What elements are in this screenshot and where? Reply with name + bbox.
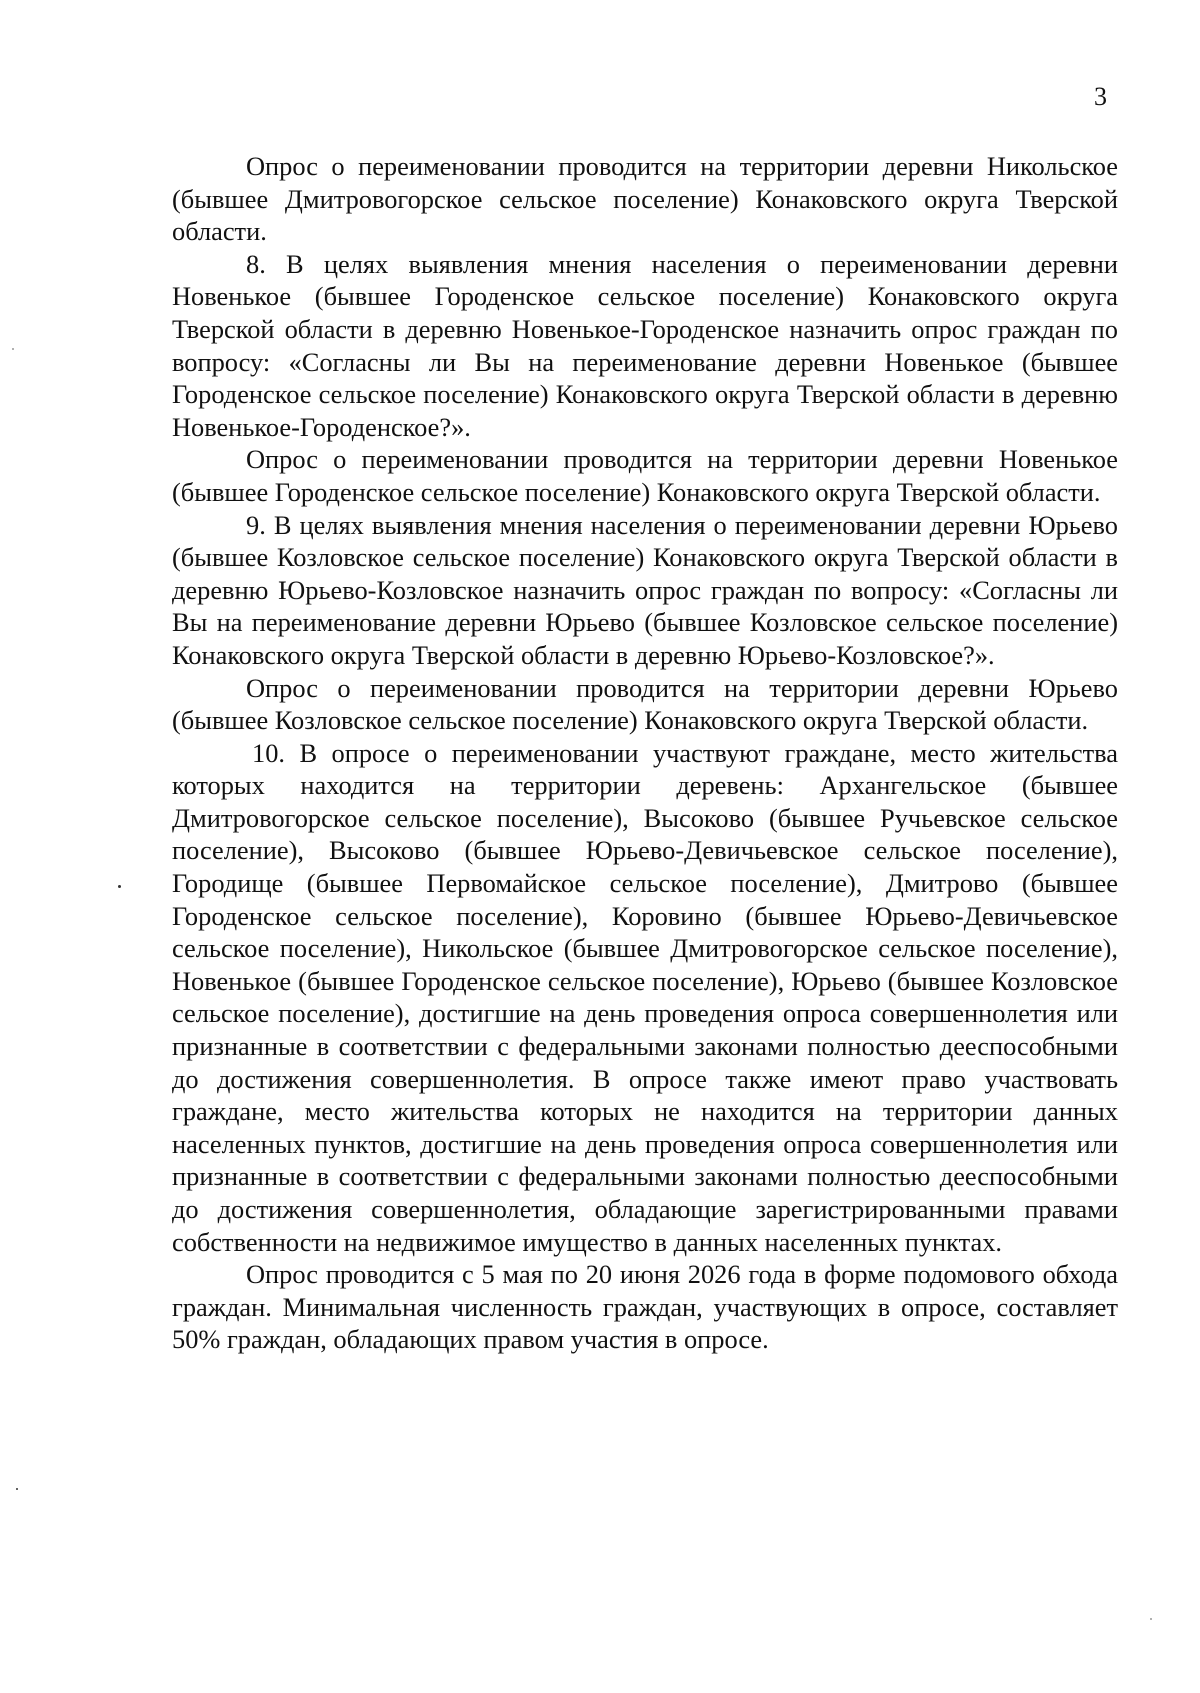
paragraph-item-8: 8. В целях выявления мнения населения о переименовании деревни Новенькое (бывшее Городенское сельское поселение) Конаковского округа Тверской области в деревню Новенькое-Городенское назначить опрос граждан по вопросу: «Согласны ли Вы на переименование деревни Новенькое (бывшее Городенское сельское поселение) Конаковского округа Тверской области в деревню Новенькое-Городенское?». xyxy=(172,248,1118,442)
paragraph-survey-nikolskoe: Опрос о переименовании проводится на территории деревни Никольское (бывшее Дмитровогорское сельское поселение) Конаковского округа Тверской области. xyxy=(172,151,1118,247)
scan-speck xyxy=(16,1488,18,1490)
paragraph-item-10: 10. В опросе о переименовании участвуют граждане, место жительства которых находится на территории деревень: Архангельское (бывшее Дмитровогорское сельское поселение), Высоково (бывшее Ручьевское сельское поселение), Высоково (бывшее Юрьево-Девичьевское сельское поселение), Городище (бывшее Первомайское сельское поселение), Дмитрово (бывшее Городенское сельское поселение), Коровино (бывшее Юрьево-Девичьевское сельское поселение), Никольское (бывшее Дмитровогорское сельское поселение), Новенькое (бывшее Городенское сельское поселение), Юрьево (бывшее Козловское сельское поселение), достигшие на день проведения опроса совершеннолетия или признанные в соответствии с федеральными законами полностью дееспособными до достижения совершеннолетия. В опросе также имеют право участвовать граждане, место жительства которых не находится на территории данных населенных пунктов, достигшие на день проведения опроса совершеннолетия или признанные в соответствии с федеральными законами полностью дееспособными до достижения совершеннолетия, обладающие зарегистрированными правами собственности на недвижимое имущество в данных населенных пунктах. xyxy=(172,737,1118,1257)
paragraph-survey-period: Опрос проводится с 5 мая по 20 июня 2026 года в форме подомового обхода граждан. Минимальная численность граждан, участвующих в опросе, составляет 50% граждан, обладающих правом участия в опросе. xyxy=(172,1259,1118,1355)
paragraph-survey-yurevo: Опрос о переименовании проводится на территории деревни Юрьево (бывшее Козловское сельское поселение) Конаковского округа Тверской области. xyxy=(172,672,1118,736)
scan-speck xyxy=(118,885,121,888)
scan-speck xyxy=(1150,1618,1152,1620)
document-body xyxy=(172,150,1118,1356)
page-number: 3 xyxy=(1094,82,1107,111)
scan-speck xyxy=(12,348,14,350)
paragraph-item-9: 9. В целях выявления мнения населения о переименовании деревни Юрьево (бывшее Козловское сельское поселение) Конаковского округа Тверской области в деревню Юрьево-Козловское назначить опрос граждан по вопросу: «Согласны ли Вы на переименование деревни Юрьево (бывшее Козловское сельское поселение) Конаковского округа Тверской области в деревню Юрьево-Козловское?». xyxy=(172,509,1118,670)
paragraph-survey-novenkoe: Опрос о переименовании проводится на территории деревни Новенькое (бывшее Городенское сельское поселение) Конаковского округа Тверской области. xyxy=(172,444,1118,507)
